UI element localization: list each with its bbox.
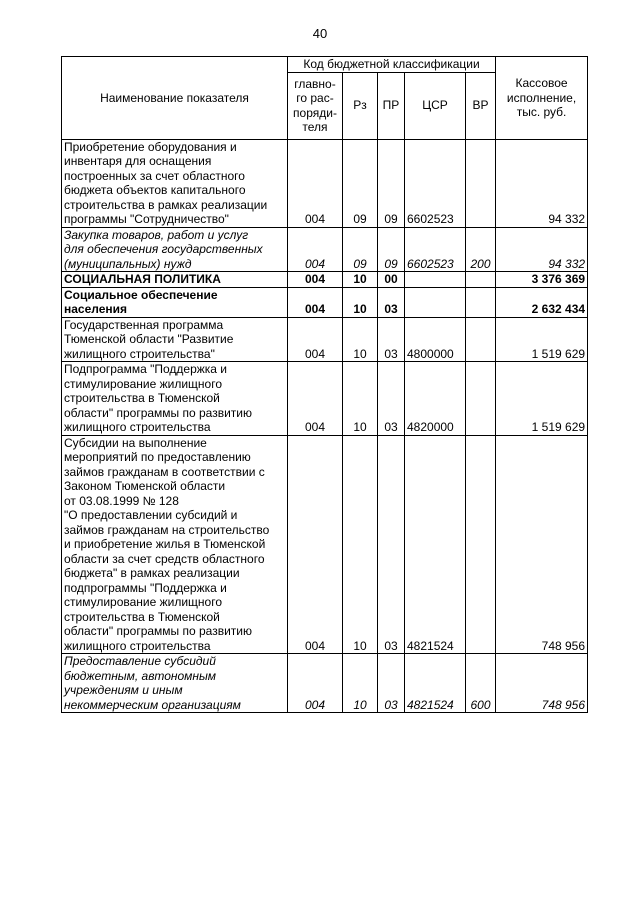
header-csr: ЦСР (405, 72, 466, 139)
row-name-line: инвентаря для оснащения (64, 154, 212, 168)
table-row (62, 362, 588, 436)
table-row (62, 287, 588, 317)
header-main-line: теля (302, 120, 328, 134)
row-name-line: и приобретение жилья в Тюменской (64, 537, 266, 551)
row-sum: 3 376 369 (496, 272, 588, 288)
header-name: Наименование показателя (62, 57, 288, 140)
row-vr (466, 139, 496, 227)
row-name-line: Субсидии на выполнение (64, 435, 207, 450)
row-rz: 10 (343, 287, 378, 317)
page-number: 40 (312, 26, 328, 41)
row-rz: 09 (343, 227, 378, 272)
row-main-admin: 004 (288, 362, 343, 436)
table-row (62, 139, 588, 227)
row-name (62, 362, 288, 436)
row-name (62, 272, 288, 288)
row-rz: 10 (343, 272, 378, 288)
row-name-line: подпрограммы "Поддержка и (64, 580, 227, 595)
header-main-admin (288, 72, 343, 139)
header-sum-line: исполнение, (506, 90, 577, 105)
row-name-line: населения (64, 302, 128, 316)
row-vr (466, 287, 496, 317)
table-row (62, 227, 588, 272)
row-name-line: Предоставление субсидий (64, 654, 216, 668)
table-body (62, 139, 588, 713)
row-name-line: области" программы по развитию (64, 624, 253, 638)
header-main-line: поряди- (293, 105, 337, 120)
row-csr (405, 287, 466, 317)
row-rz: 10 (343, 435, 378, 654)
row-main-admin: 004 (288, 317, 343, 362)
row-name-line: жилищного строительства (64, 420, 211, 434)
table-row (62, 435, 588, 654)
row-pr: 09 (378, 139, 405, 227)
row-csr: 4820000 (405, 362, 466, 436)
row-name-line: области" программы по развитию (64, 405, 253, 420)
row-csr: 6602523 (405, 227, 466, 272)
row-sum: 748 956 (496, 435, 588, 654)
row-vr (466, 435, 496, 654)
row-name-line: строительства в Тюменской (64, 391, 220, 405)
header-classification-group: Код бюджетной классификации (288, 57, 496, 73)
row-sum: 1 519 629 (496, 362, 588, 436)
row-main-admin: 004 (288, 272, 343, 288)
row-name-line: "О предоставлении субсидий и (64, 508, 238, 522)
row-csr: 4821524 (405, 654, 466, 713)
row-main-admin: 004 (288, 139, 343, 227)
row-pr: 03 (378, 287, 405, 317)
row-name-line: области за счет средств областного (64, 551, 265, 566)
row-pr: 03 (378, 435, 405, 654)
row-pr: 03 (378, 362, 405, 436)
row-name-line: Законом Тюменской области (64, 479, 226, 493)
row-name-line: строительства в Тюменской (64, 609, 220, 624)
row-sum: 94 332 (496, 227, 588, 272)
row-sum: 94 332 (496, 139, 588, 227)
row-name-line: бюджетным, автономным (64, 668, 217, 683)
row-name-line: некоммерческим организациям (64, 697, 241, 712)
row-rz: 10 (343, 654, 378, 713)
table-row (62, 654, 588, 713)
row-sum: 748 956 (496, 654, 588, 713)
header-pr: ПР (378, 72, 405, 139)
row-main-admin: 004 (288, 654, 343, 713)
row-pr: 09 (378, 227, 405, 272)
row-sum: 2 632 434 (496, 287, 588, 317)
row-sum: 1 519 629 (496, 317, 588, 362)
header-main-line: го рас- (296, 91, 334, 105)
row-name (62, 227, 288, 272)
header-main-line: главно- (294, 76, 336, 91)
row-vr: 600 (466, 654, 496, 713)
row-name (62, 139, 288, 227)
row-name-line: программы "Сотрудничество" (64, 212, 229, 226)
row-name-line: мероприятий по предоставлению (64, 450, 251, 464)
row-main-admin: 004 (288, 435, 343, 654)
row-vr (466, 317, 496, 362)
row-name-line: построенных за счет областного (64, 168, 245, 183)
row-name-line: Подпрограмма "Поддержка и (64, 362, 228, 376)
row-csr: 6602523 (405, 139, 466, 227)
table-row (62, 272, 588, 288)
row-name-line: учреждениям и иным (64, 683, 183, 697)
row-name-line: Закупка товаров, работ и услуг (64, 227, 249, 242)
row-name-line: от 03.08.1999 № 128 (64, 493, 179, 508)
row-name (62, 654, 288, 713)
row-name-line: стимулирование жилищного (64, 376, 223, 391)
header-rz: Рз (343, 72, 378, 139)
row-name-line: стимулирование жилищного (64, 595, 223, 609)
row-name-line: жилищного строительства" (64, 346, 215, 361)
row-name-line: займов гражданам на строительство (64, 522, 270, 537)
row-name-line: Социальное обеспечение (64, 287, 218, 302)
row-main-admin: 004 (288, 227, 343, 272)
row-name (62, 287, 288, 317)
row-pr: 03 (378, 654, 405, 713)
row-rz: 09 (343, 139, 378, 227)
row-vr (466, 362, 496, 436)
row-rz: 10 (343, 362, 378, 436)
row-pr: 03 (378, 317, 405, 362)
row-name (62, 435, 288, 654)
row-name-line: (муниципальных) нужд (64, 256, 192, 271)
row-name-line: Тюменской области "Развитие (64, 332, 234, 346)
row-name-line: для обеспечения государственных (64, 242, 263, 256)
row-csr: 4800000 (405, 317, 466, 362)
table-row (62, 317, 588, 362)
row-name-line: бюджета" в рамках реализации (64, 566, 240, 580)
row-name-line: строительства в рамках реализации (64, 197, 268, 212)
header-vr: ВР (466, 72, 496, 139)
row-rz: 10 (343, 317, 378, 362)
row-csr: 4821524 (405, 435, 466, 654)
header-sum (496, 57, 588, 140)
budget-table (61, 56, 588, 713)
row-name (62, 317, 288, 362)
row-vr: 200 (466, 227, 496, 272)
row-csr (405, 272, 466, 288)
row-name-line: жилищного строительства (64, 638, 211, 653)
row-name-line: Приобретение оборудования и (64, 139, 237, 154)
row-name-line: Государственная программа (64, 317, 224, 332)
row-pr: 00 (378, 272, 405, 288)
row-name-line: СОЦИАЛЬНАЯ ПОЛИТИКА (64, 272, 221, 286)
row-main-admin: 004 (288, 287, 343, 317)
header-sum-line: тыс. руб. (516, 105, 567, 119)
row-name-line: займов гражданам в соответствии с (64, 464, 265, 479)
row-name-line: бюджета объектов капитального (64, 183, 246, 197)
row-vr (466, 272, 496, 288)
header-sum-line: Кассовое (515, 76, 568, 90)
